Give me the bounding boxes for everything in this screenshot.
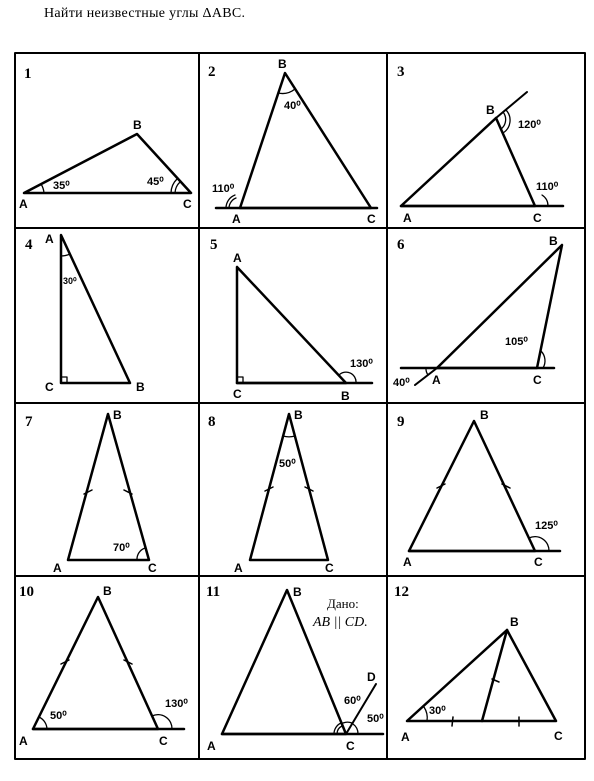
vertex-label-a: A bbox=[233, 251, 242, 265]
problem-number: 4 bbox=[25, 237, 33, 253]
problem-9 bbox=[397, 408, 560, 569]
vertex-label-c: C bbox=[183, 197, 192, 211]
triangle bbox=[24, 134, 191, 193]
vertex-label-b: B bbox=[486, 103, 495, 117]
angle-label: 60⁰ bbox=[344, 695, 361, 707]
vertex-label-d: D bbox=[367, 670, 376, 684]
angle-label: 110⁰ bbox=[212, 183, 235, 195]
problem-12 bbox=[394, 584, 563, 744]
angle-arc bbox=[175, 182, 180, 193]
problem-number: 1 bbox=[24, 66, 32, 82]
problem-7 bbox=[25, 408, 157, 575]
vertex-label-a: A bbox=[401, 730, 410, 744]
angle-arc bbox=[171, 179, 177, 193]
problem-number: 6 bbox=[397, 237, 405, 253]
triangle bbox=[409, 421, 535, 551]
given-label: Дано: bbox=[327, 596, 359, 611]
vertex-label-a: A bbox=[432, 373, 441, 387]
vertex-label-c: C bbox=[148, 561, 157, 575]
angle-label: 50⁰ bbox=[367, 713, 384, 725]
angle-label: 50⁰ bbox=[50, 710, 67, 722]
vertex-label-b: B bbox=[549, 234, 558, 248]
problem-number: 3 bbox=[397, 64, 405, 80]
problem-number: 11 bbox=[206, 584, 221, 600]
problem-8 bbox=[208, 408, 334, 575]
problem-4 bbox=[25, 232, 145, 394]
angle-label: 105⁰ bbox=[505, 336, 528, 348]
vertex-label-b: B bbox=[113, 408, 122, 422]
angle-arc bbox=[229, 198, 236, 208]
ray-cd bbox=[346, 684, 376, 734]
angle-label: 30⁰ bbox=[429, 705, 446, 717]
angle-arc bbox=[424, 707, 427, 721]
problem-number: 10 bbox=[19, 584, 34, 600]
angle-arc bbox=[343, 722, 352, 723]
triangle bbox=[68, 414, 149, 560]
vertex-label-b: B bbox=[133, 118, 142, 132]
problem-6 bbox=[393, 234, 562, 389]
problem-number: 5 bbox=[210, 237, 218, 253]
angle-label: 45⁰ bbox=[147, 176, 164, 188]
problem-2 bbox=[208, 57, 377, 226]
vertex-label-a: A bbox=[234, 561, 243, 575]
vertex-label-a: A bbox=[232, 212, 241, 226]
given-condition: AB || CD. bbox=[313, 615, 368, 630]
vertex-label-c: C bbox=[533, 373, 542, 387]
triangle bbox=[240, 73, 371, 208]
problem-number: 8 bbox=[208, 414, 216, 430]
vertex-label-b: B bbox=[510, 615, 519, 629]
vertex-label-c: C bbox=[159, 734, 168, 748]
angle-arc bbox=[501, 112, 506, 129]
angle-label: 130⁰ bbox=[350, 358, 373, 370]
vertex-label-c: C bbox=[233, 387, 242, 401]
triangle bbox=[401, 118, 535, 206]
problem-1 bbox=[19, 66, 192, 211]
angle-arc bbox=[283, 436, 295, 437]
angle-arc bbox=[41, 184, 44, 193]
angle-label: 50⁰ bbox=[279, 458, 296, 470]
vertex-label-b: B bbox=[136, 380, 145, 394]
segment-b-d bbox=[482, 630, 507, 721]
vertex-label-b: B bbox=[103, 584, 112, 598]
triangle bbox=[437, 245, 562, 368]
extended-side bbox=[496, 92, 527, 118]
triangle bbox=[61, 235, 130, 383]
vertex-label-a: A bbox=[45, 232, 54, 246]
vertex-label-a: A bbox=[403, 211, 412, 225]
angle-label: 110⁰ bbox=[536, 181, 559, 193]
problem-11 bbox=[206, 584, 384, 753]
angle-arc bbox=[39, 717, 47, 729]
vertex-label-b: B bbox=[293, 585, 302, 599]
problem-number: 7 bbox=[25, 414, 33, 430]
problem-number: 2 bbox=[208, 64, 216, 80]
angle-label: 30⁰ bbox=[63, 276, 77, 286]
angle-label: 125⁰ bbox=[535, 520, 558, 532]
vertex-label-c: C bbox=[533, 211, 542, 225]
angle-label: 130⁰ bbox=[165, 698, 188, 710]
vertex-label-c: C bbox=[367, 212, 376, 226]
vertex-label-a: A bbox=[53, 561, 62, 575]
vertex-label-a: A bbox=[19, 197, 28, 211]
angle-label: 70⁰ bbox=[113, 542, 130, 554]
vertex-label-c: C bbox=[346, 739, 355, 753]
task-title: Найти неизвестные углы ΔABC. bbox=[44, 6, 246, 21]
angle-arc bbox=[541, 351, 545, 368]
triangle bbox=[250, 414, 328, 560]
angle-label: 40⁰ bbox=[393, 377, 410, 389]
problem-10 bbox=[19, 584, 188, 748]
angle-arc bbox=[61, 254, 70, 256]
problem-5 bbox=[210, 237, 373, 403]
angle-label: 120⁰ bbox=[518, 119, 541, 131]
vertex-label-c: C bbox=[534, 555, 543, 569]
vertex-label-c: C bbox=[45, 380, 54, 394]
angle-arc bbox=[542, 195, 548, 206]
equal-side-tick bbox=[452, 717, 453, 726]
vertex-label-a: A bbox=[207, 739, 216, 753]
vertex-label-c: C bbox=[325, 561, 334, 575]
vertex-label-c: C bbox=[554, 729, 563, 743]
angle-arc bbox=[353, 724, 358, 734]
angle-label: 35⁰ bbox=[53, 180, 70, 192]
vertex-label-b: B bbox=[294, 408, 303, 422]
triangle bbox=[222, 590, 346, 734]
vertex-label-a: A bbox=[403, 555, 412, 569]
triangle bbox=[237, 267, 346, 383]
problem-number: 12 bbox=[394, 584, 409, 600]
angle-arc bbox=[137, 548, 145, 560]
vertex-label-b: B bbox=[480, 408, 489, 422]
angle-label: 40⁰ bbox=[284, 100, 301, 112]
vertex-label-b: B bbox=[341, 389, 350, 403]
problem-3 bbox=[397, 64, 563, 225]
vertex-label-a: A bbox=[19, 734, 28, 748]
vertex-label-b: B bbox=[278, 57, 287, 71]
problem-number: 9 bbox=[397, 414, 405, 430]
